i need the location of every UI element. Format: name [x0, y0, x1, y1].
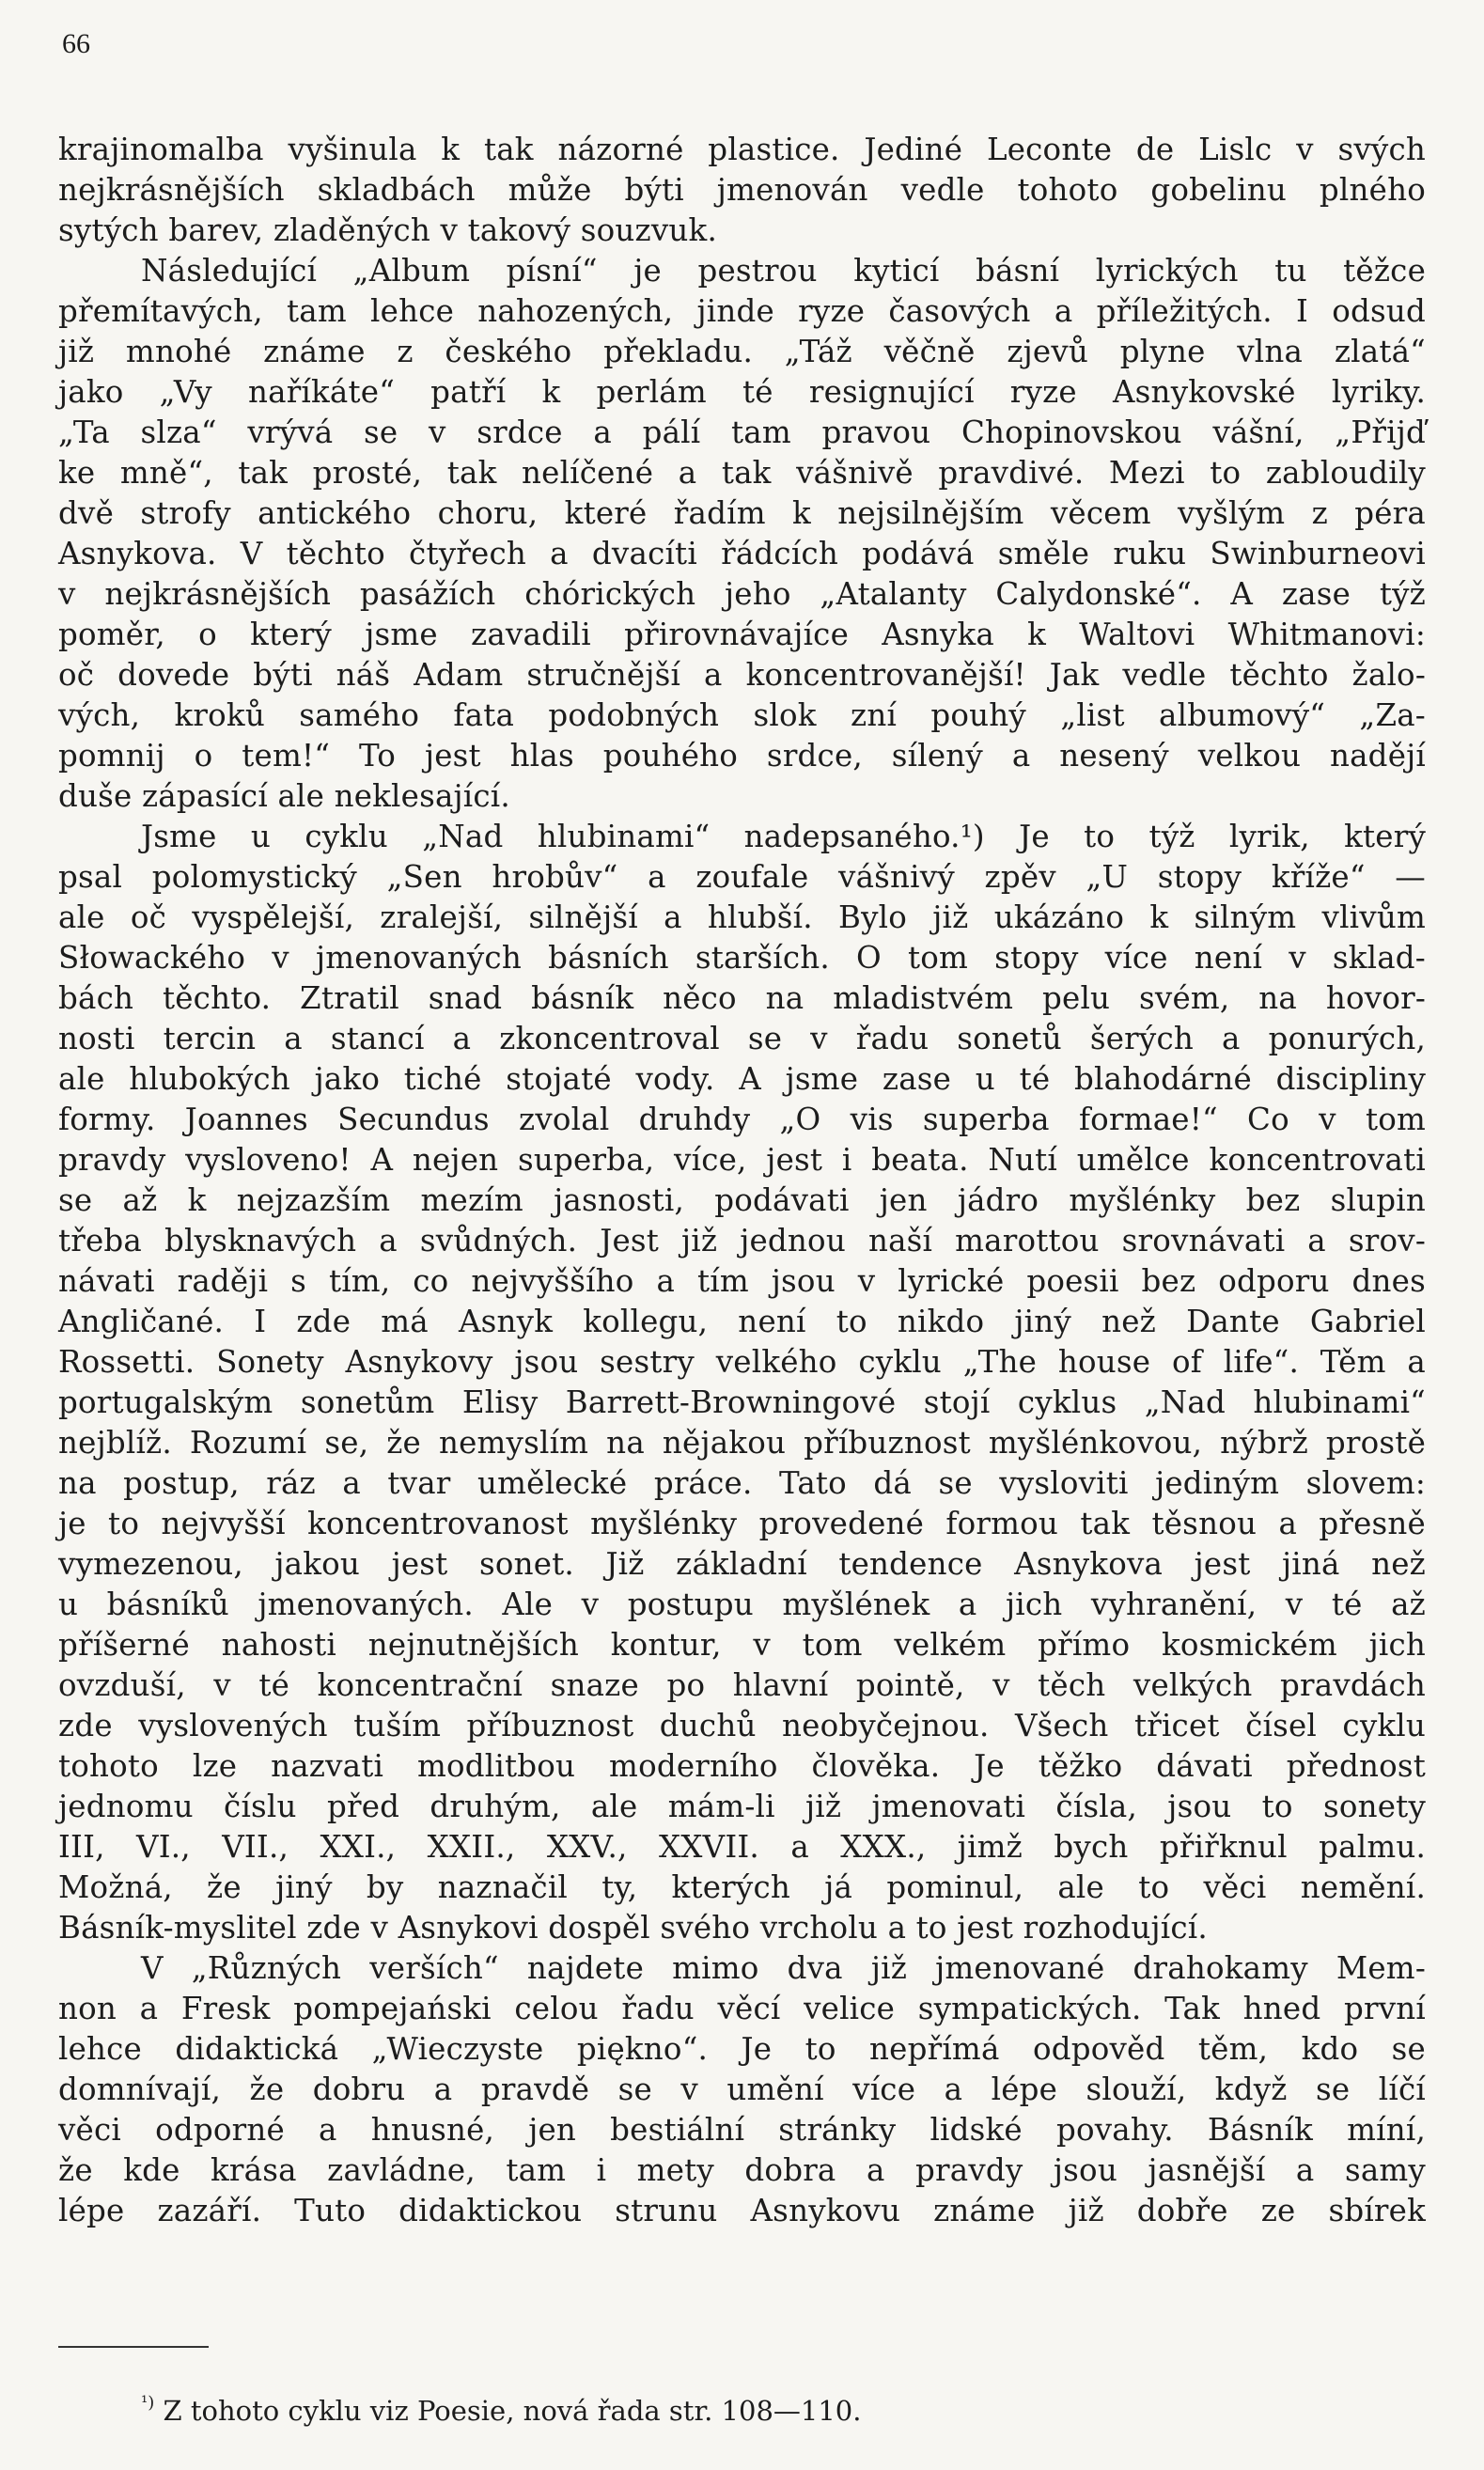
text-line: non a Fresk pompejański celou řadu věcí velice sympatických. Tak hned první	[58, 1991, 1426, 2026]
text-line: je to nejvyšší koncentrovanost myšlénky provedené formou tak těsnou a přesně	[58, 1506, 1426, 1541]
text-line: dvě strofy antického choru, které řadím k nejsilnějším věcem vyšlým z péra	[58, 495, 1426, 531]
text-line: u básníků jmenovaných. Ale v postupu myšlének a jich vyhranění, v té až	[58, 1587, 1426, 1622]
text-line: nosti tercin a stancí a zkoncentroval se v řadu sonetů šerých a ponurých,	[58, 1021, 1426, 1056]
text-line: krajinomalba vyšinula k tak názorné plastice. Jediné Leconte de Lislc v svých	[58, 132, 1426, 167]
text-line: lépe zazáří. Tuto didaktickou strunu Asnykovu známe již dobře ze sbírek	[58, 2193, 1426, 2228]
text-line: bách těchto. Ztratil snad básník něco na mladistvém pelu svém, na hovor-	[58, 980, 1426, 1016]
text-line: vých, kroků samého fata podobných slok zní pouhý „list albumový“ „Za-	[58, 697, 1426, 733]
text-line: ale hlubokých jako tiché stojaté vody. A jsme zase u té blahodárné discipliny	[58, 1061, 1426, 1097]
text-line: Rossetti. Sonety Asnykovy jsou sestry velkého cyklu „The house of life“. Těm a	[58, 1344, 1426, 1380]
text-line: vymezenou, jakou jest sonet. Již základní tendence Asnykova jest jiná než	[58, 1546, 1426, 1582]
text-line: věci odporné a hnusné, jen bestiální stránky lidské povahy. Básník míní,	[58, 2112, 1426, 2148]
text-line: Słowackého v jmenovaných básních starších. O tom stopy více není v sklad-	[58, 940, 1426, 976]
text-line: duše zápasící ale neklesající.	[58, 778, 510, 814]
text-line: se až k nejzazším mezím jasnosti, podávati jen jádro myšlénky bez slupin	[58, 1182, 1426, 1218]
text-line: sytých barev, zladěných v takový souzvuk.	[58, 212, 717, 248]
text-line: III, VI., VII., XXI., XXII., XXV., XXVII. a XXX., jimž bych přiřknul palmu.	[58, 1829, 1426, 1865]
text-line: oč dovede býti náš Adam stručnější a koncentrovanější! Jak vedle těchto žalo-	[58, 657, 1426, 693]
footnote-mark: ¹)	[141, 2393, 155, 2413]
text-line: psal polomystický „Sen hrobův“ a zoufale vášnivý zpěv „U stopy kříže“ —	[58, 859, 1426, 895]
text-line: Následující „Album písní“ je pestrou kyticí básní lyrických tu těžce	[141, 253, 1426, 289]
text-line: nejblíž. Rozumí se, že nemyslím na nějakou příbuznost myšlénkovou, nýbrž prostě	[58, 1425, 1426, 1461]
text-line: jednomu číslu před druhým, ale mám-li již jmenovati čísla, jsou to sonety	[58, 1789, 1426, 1824]
text-line: na postup, ráz a tvar umělecké práce. Tato dá se vysloviti jediným slovem:	[58, 1465, 1426, 1501]
text-line: Jsme u cyklu „Nad hlubinami“ nadepsaného.¹) Je to týž lyrik, který	[141, 819, 1426, 854]
text-line: ale oč vyspělejší, zralejší, silnější a hlubší. Bylo již ukázáno k silným vlivům	[58, 899, 1426, 935]
text-line: ke mně“, tak prosté, tak nelíčené a tak vášnivě pravdivé. Mezi to zabloudily	[58, 455, 1426, 491]
text-line: V „Různých verších“ najdete mimo dva již jmenované drahokamy Mem-	[141, 1950, 1426, 1986]
text-line: ovzduší, v té koncentrační snaze po hlavní pointě, v těch velkých pravdách	[58, 1667, 1426, 1703]
text-line: Asnykova. V těchto čtyřech a dvacíti řádcích podává směle ruku Swinburneovi	[58, 536, 1426, 571]
text-line: zde vyslovených tuším příbuznost duchů neobyčejnou. Všech třicet čísel cyklu	[58, 1708, 1426, 1743]
text-line: domnívají, že dobru a pravdě se v umění více a lépe slouží, když se líčí	[58, 2071, 1426, 2107]
text-line: Možná, že jiný by naznačil ty, kterých já pominul, ale to věci nemění.	[58, 1869, 1426, 1905]
text-line: poměr, o který jsme zavadili přirovnávajíce Asnyka k Waltovi Whitmanovi:	[58, 617, 1426, 652]
text-line: portugalským sonetům Elisy Barrett-Browningové stojí cyklus „Nad hlubinami“	[58, 1384, 1426, 1420]
text-line: Básník-myslitel zde v Asnykovi dospěl svého vrcholu a to jest rozhodující.	[58, 1910, 1208, 1946]
text-line: v nejkrásnějších pasážích chórických jeho „Atalanty Calydonské“. A zase týž	[58, 576, 1426, 612]
text-line: lehce didaktická „Wieczyste piękno“. Je to nepřímá odpověd těm, kdo se	[58, 2031, 1426, 2067]
text-line: již mnohé známe z českého překladu. „Táž věčně zjevů plyne vlna zlatá“	[58, 334, 1426, 369]
text-line: pravdy vysloveno! A nejen superba, více, jest i beata. Nutí umělce koncentrovati	[58, 1142, 1426, 1178]
text-line: jako „Vy naříkáte“ patří k perlám té resignující ryze Asnykovské lyriky.	[58, 374, 1426, 410]
text-line: příšerné nahosti nejnutnějších kontur, v tom velkém přímo kosmickém jich	[58, 1627, 1426, 1663]
footnote	[141, 2395, 861, 2427]
text-line: třeba blysknavých a svůdných. Jest již jednou naší marottou srovnávati a srov-	[58, 1223, 1426, 1258]
text-line: přemítavých, tam lehce nahozených, jinde ryze časových a příležitých. I odsud	[58, 293, 1426, 329]
footnote-divider	[58, 2346, 209, 2348]
text-line: že kde krása zavládne, tam i mety dobra a pravdy jsou jasnější a samy	[58, 2152, 1426, 2188]
body-text	[58, 130, 1426, 2231]
text-line: Angličané. I zde má Asnyk kollegu, není to nikdo jiný než Dante Gabriel	[58, 1304, 1426, 1339]
text-line: „Ta slza“ vrývá se v srdce a pálí tam pravou Chopinovskou vášní, „Přijď	[58, 414, 1426, 450]
footnote-text: Z tohoto cyklu viz Poesie, nová řada str. 108—110.	[163, 2395, 862, 2427]
text-line: pomnij o tem!“ To jest hlas pouhého srdce, sílený a nesený velkou nadějí	[58, 738, 1426, 774]
text-line: formy. Joannes Secundus zvolal druhdy „O vis superba formae!“ Co v tom	[58, 1102, 1426, 1137]
text-line: nejkrásnějších skladbách může býti jmenován vedle tohoto gobelinu plného	[58, 172, 1426, 208]
page-number: 66	[62, 28, 90, 59]
text-line: tohoto lze nazvati modlitbou moderního člověka. Je těžko dávati přednost	[58, 1748, 1426, 1784]
text-line: návati raději s tím, co nejvyššího a tím jsou v lyrické poesii bez odporu dnes	[58, 1263, 1426, 1299]
